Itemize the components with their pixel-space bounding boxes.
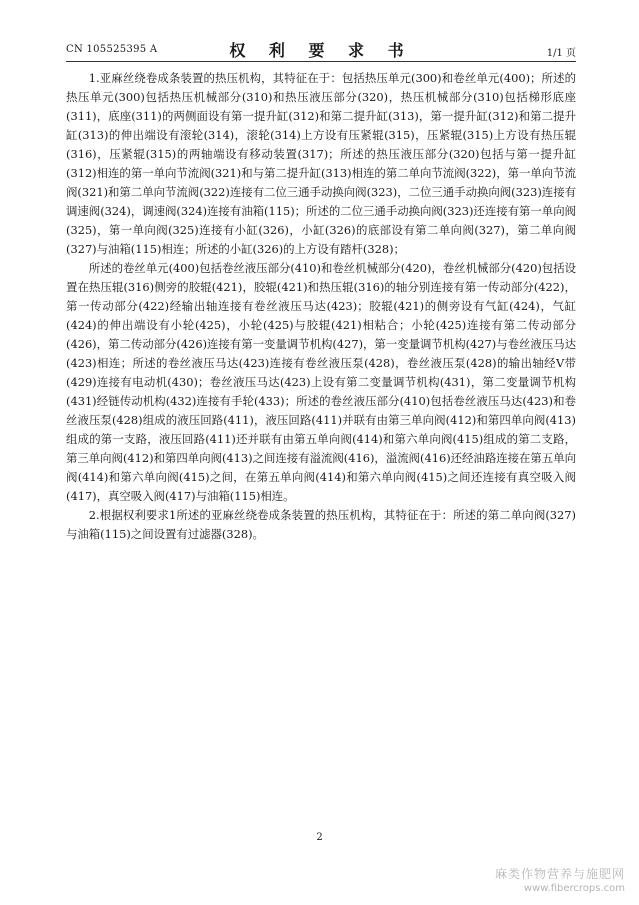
document-title: 权 利 要 求 书 <box>229 41 413 60</box>
watermark-site-name: 麻类作物营养与施肥网 <box>494 867 625 881</box>
page-header <box>66 36 576 60</box>
publication-number: CN 105525395 A <box>66 44 158 55</box>
site-watermark <box>495 866 625 895</box>
page-number: 2 <box>316 832 323 843</box>
page-count: 1/1 页 <box>546 48 576 59</box>
claim-2-paragraph: 2.根据权利要求1所述的亚麻丝绕卷成条装置的热压机构，其特征在于：所述的第二单向阀(327)与油箱(115)之间设置有过滤器(328)。 <box>66 508 576 541</box>
claim-1-continuation-paragraph: 所述的卷丝单元(400)包括卷丝液压部分(410)和卷丝机械部分(420)，卷丝机械部分(420)包括设置在热压辊(316)侧旁的胶辊(421)，胶辊(421)和热压辊(316)的轴分别连接有第一传动部分(422)，第一传动部分(422)经输出轴连接有卷丝液压马达(423)；胶辊(421)的侧旁设有气缸(424)，气缸(424)的伸出端设有小轮(425)，小轮(425)与胶辊(421)相粘合；小轮(425)连接有第二传动部分(426)，第二传动部分(426)连接有第一变量调节机构(427)，第一变量调节机构(427)与卷丝液压马达(423)相连；所述的卷丝液压马达(423)连接有卷丝液压泵(428)，卷丝液压泵(428)的输出轴经V带(429)连接有电动机(430)；卷丝液压马达(423)上设有第二变量调节机构(431)，第二变量调节机构(431)经链传动机构(432)连接有手轮(433)；所述的卷丝液压部分(410)包括卷丝液压马达(423)和卷丝液压泵(428)组成的液压回路(411)，液压回路(411)并联有由第三单向阀(412)和第四单向阀(413)组成的第一支路，液压回路(411)还并联有由第五单向阀(414)和第六单向阀(415)组成的第二支路，第三单向阀(412)和第四单向阀(413)之间连接有溢流阀(416)，溢流阀(416)还经油路连接在第五单向阀(414)和第六单向阀(415)之间，在第五单向阀(414)和第六单向阀(415)之间还连接有真空吸入阀(417)，真空吸入阀(417)与油箱(115)相连。 <box>66 261 576 503</box>
header-divider <box>66 61 576 62</box>
claim-1-paragraph: 1.亚麻丝绕卷成条装置的热压机构，其特征在于：包括热压单元(300)和卷丝单元(400)；所述的热压单元(300)包括热压机械部分(310)和热压液压部分(320)，热压机械部分(310)包括梯形底座(311)，底座(311)的两侧面设有第一提升缸(312)和第二提升缸(313)，第一提升缸(312)和第二提升缸(313)的伸出端设有滚轮(314)，滚轮(314)上方设有压紧辊(315)，压紧辊(315)上方设有热压辊(316)，压紧辊(315)的两轴端设有移动装置(317)；所述的热压液压部分(320)包括与第一提升缸(312)相连的第一单向节流阀(321)和与第二提升缸(313)相连的第二单向节流阀(322)，第一单向节流阀(321)和第二单向节流阀(322)连接有二位三通手动换向阀(323)，二位三通手动换向阀(323)连接有调速阀(324)，调速阀(324)连接有油箱(115)；所述的二位三通手动换向阀(323)还连接有第一单向阀(325)，第一单向阀(325)连接有小缸(326)，小缸(326)的底部设有第二单向阀(327)，第二单向阀(327)与油箱(115)相连；所述的小缸(326)的上方设有踏杆(328)； <box>66 71 576 256</box>
watermark-url: www.fibercrops.com <box>523 883 625 894</box>
claims-body <box>66 69 576 544</box>
